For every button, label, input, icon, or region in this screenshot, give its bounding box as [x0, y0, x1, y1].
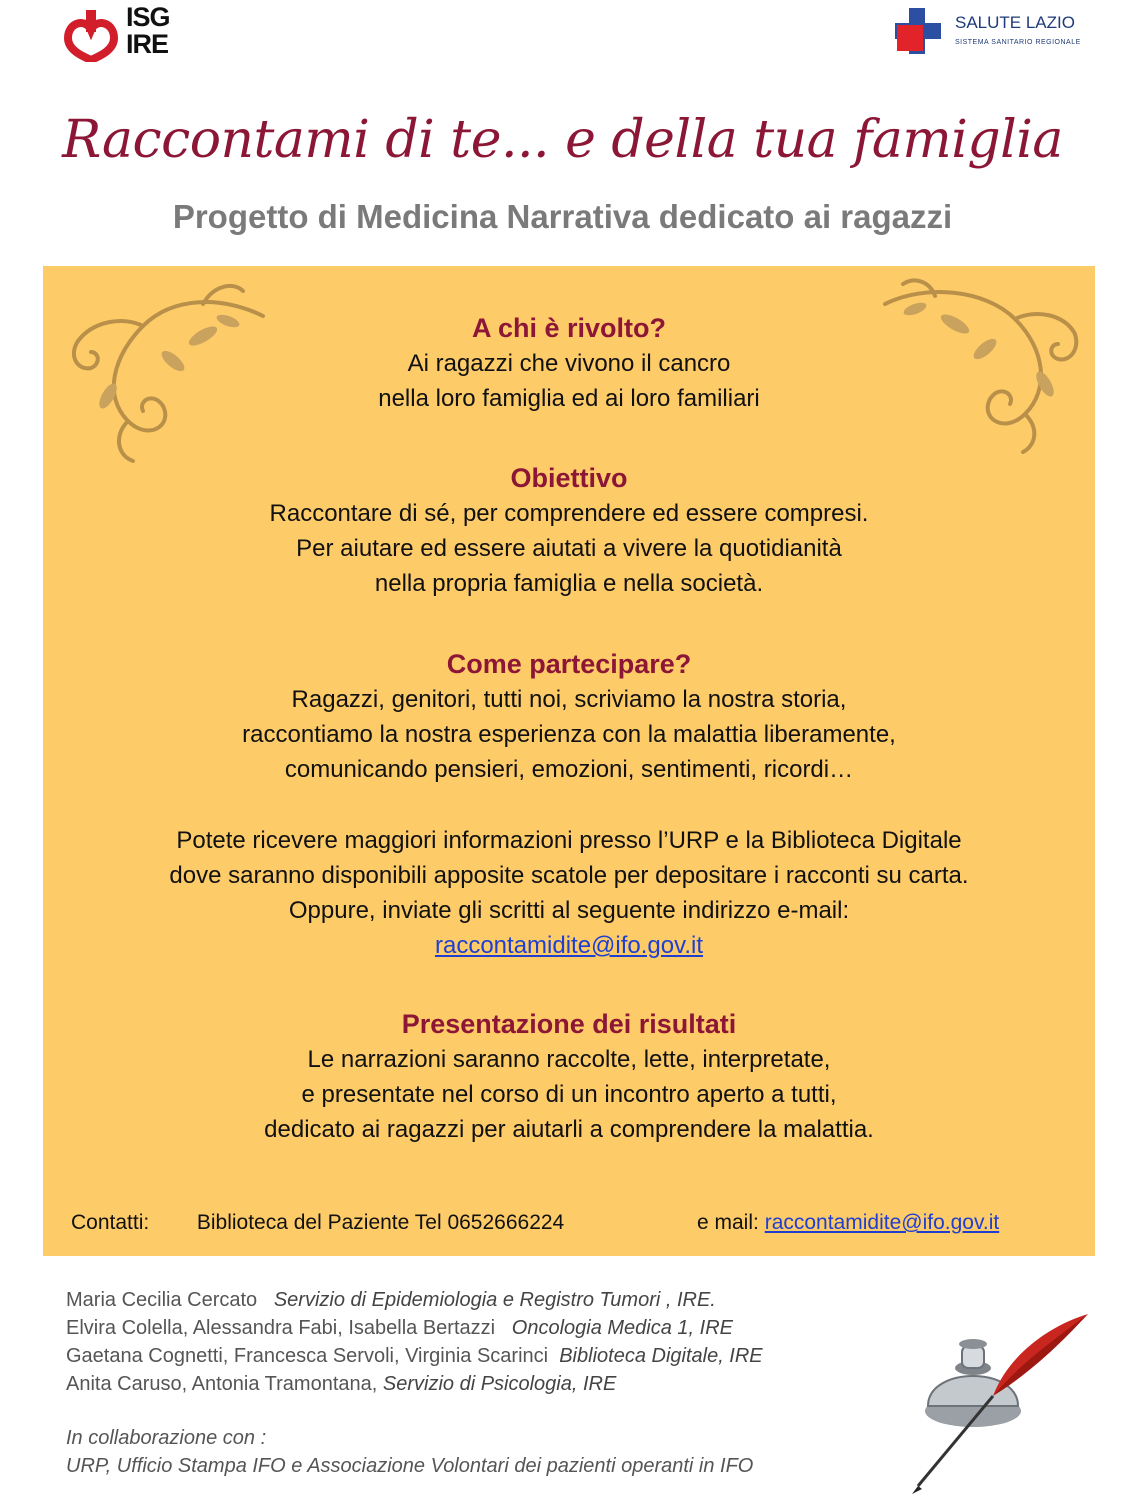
contacts-mail — [697, 1211, 999, 1235]
credit-role: Servizio di Psicologia, IRE — [382, 1373, 617, 1395]
section-objective-line: nella propria famiglia e nella società. — [374, 570, 764, 597]
section-results-heading: Presentazione dei risultati — [401, 1009, 737, 1039]
collaboration — [66, 1424, 753, 1480]
section-objective — [43, 460, 1095, 601]
section-participate-line: comunicando pensieri, emozioni, sentimenti, ricordi… — [284, 756, 854, 783]
section-target-line: Ai ragazzi che vivono il cancro — [407, 350, 731, 377]
cross-logo-icon — [893, 6, 945, 56]
section-info-line: Potete ricevere maggiori informazioni presso l’URP e la Biblioteca Digitale — [176, 827, 962, 854]
section-participate-line: raccontiamo la nostra esperienza con la malattia liberamente, — [242, 721, 896, 748]
collaboration-text: URP, Ufficio Stampa IFO e Associazione Volontari dei pazienti operanti in IFO — [66, 1455, 754, 1477]
section-target — [43, 310, 1095, 416]
section-objective-line: Raccontare di sé, per comprendere ed essere compresi. — [269, 500, 869, 527]
credit-names: Gaetana Cognetti, Francesca Servoli, Virginia Scarinci — [66, 1345, 549, 1367]
contacts-row — [71, 1211, 1000, 1235]
credit-names: Anita Caruso, Antonia Tramontana, — [66, 1373, 378, 1395]
credit-row — [66, 1342, 763, 1370]
credit-row — [66, 1286, 763, 1314]
credit-names: Maria Cecilia Cercato — [66, 1289, 258, 1311]
credit-role: Oncologia Medica 1, IRE — [511, 1317, 733, 1339]
section-participate-heading: Come partecipare? — [446, 649, 692, 679]
page-subtitle: Progetto di Medicina Narrativa dedicato ai ragazzi — [172, 198, 953, 235]
collaboration-label: In collaborazione con : — [66, 1427, 267, 1449]
isg-ire-logo — [60, 4, 190, 64]
credit-role: Servizio di Epidemiologia e Registro Tumori , IRE. — [273, 1289, 716, 1311]
section-participate-line: Ragazzi, genitori, tutti noi, scriviamo la nostra storia, — [291, 686, 847, 713]
section-target-line: nella loro famiglia ed ai loro familiari — [378, 385, 760, 412]
section-participate — [43, 646, 1095, 787]
credit-names: Elvira Colella, Alessandra Fabi, Isabella Bertazzi — [66, 1317, 496, 1339]
section-objective-heading: Obiettivo — [510, 463, 628, 493]
credit-role: Biblioteca Digitale, IRE — [559, 1345, 763, 1367]
email-link[interactable]: raccontamidite@ifo.gov.it — [434, 932, 704, 959]
section-target-heading: A chi è rivolto? — [471, 313, 667, 343]
credit-row — [66, 1314, 763, 1342]
lazio-subtitle: SISTEMA SANITARIO REGIONALE — [955, 39, 1081, 46]
quill-inkwell-icon — [898, 1296, 1098, 1496]
logo-ire-text: IRE — [126, 29, 169, 59]
info-panel — [43, 266, 1095, 1256]
section-results-line: e presentate nel corso di un incontro aperto a tutti, — [301, 1081, 837, 1108]
contacts-label: Contatti: — [71, 1211, 150, 1234]
section-results — [43, 1006, 1095, 1147]
logo-isg-text: ISG — [126, 2, 170, 32]
page-title: Raccontami di te... e della tua famiglia — [62, 110, 1063, 170]
contacts-mail-label: e mail: — [697, 1211, 759, 1234]
heart-logo-icon — [60, 8, 122, 62]
lazio-name: SALUTE LAZIO — [955, 13, 1075, 32]
contacts-email-link[interactable]: raccontamidite@ifo.gov.it — [764, 1211, 1000, 1234]
contacts-library: Biblioteca del Paziente Tel 0652666224 — [196, 1211, 565, 1234]
salute-lazio-logo — [893, 6, 1093, 56]
section-info — [43, 823, 1095, 963]
credits-list — [66, 1286, 763, 1398]
section-results-line: Le narrazioni saranno raccolte, lette, interpretate, — [307, 1046, 831, 1073]
section-info-line: dove saranno disponibili apposite scatole per depositare i racconti su carta. — [169, 862, 969, 889]
credit-row — [66, 1370, 763, 1398]
section-results-line: dedicato ai ragazzi per aiutarli a comprendere la malattia. — [264, 1116, 874, 1143]
section-info-line: Oppure, inviate gli scritti al seguente indirizzo e-mail: — [288, 897, 850, 924]
section-objective-line: Per aiutare ed essere aiutati a vivere la quotidianità — [296, 535, 842, 562]
